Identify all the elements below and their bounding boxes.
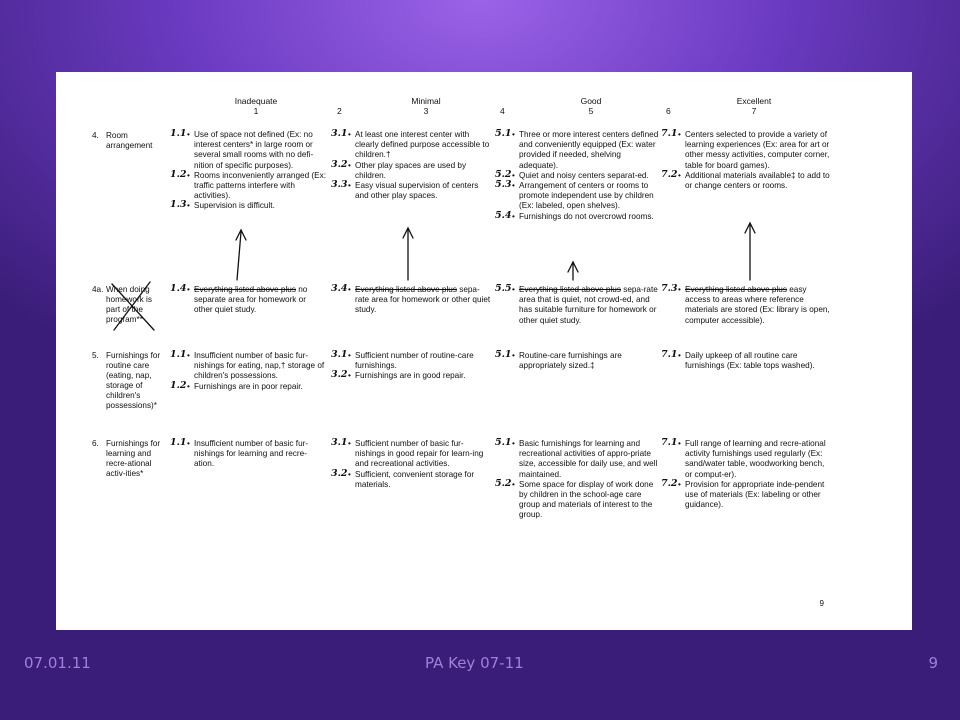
item-4-label: 4. Room arrangement <box>92 131 153 150</box>
r4-good: 5.1 • Three or more interest centers defined and conveniently equipped (Ex: water provided if needed, shelving adequate). 5.2 • Quiet and noisy centers separat-ed. 5.3 • Arrangement of centers or rooms to promote independent use by children (Ex: labeled, open shelves). 5.4 • Furnishings do not overcrowd rooms. <box>495 128 659 221</box>
r5-minimal: 3.1 • Sufficient number of routine-care furnishings. 3.2 • Furnishings are in good repair. <box>331 349 474 381</box>
cross-out-icon <box>112 282 154 330</box>
r6-inadequate: 1.1 • Insufficient number of basic fur-nishings for learning and recre-ation. <box>170 437 309 469</box>
document-page-number: 9 <box>819 599 824 608</box>
header-4: 4 <box>500 106 505 116</box>
r5-inadequate: 1.1 • Insufficient number of basic fur-nishings for eating, nap,† storage of children's possessions. 1.2 • Furnishings are in poor repair. <box>170 349 325 391</box>
footer-date: 07.01.11 <box>24 654 91 672</box>
r6-minimal: 3.1 • Sufficient number of basic fur-nishings in good repair for learn-ing and recreational activities. 3.2 • Sufficient, convenient storage for materials. <box>331 437 484 489</box>
r6-excellent: 7.1 • Full range of learning and recre-ational activity furnishings used regularly (Ex: sand/water table, woodworking bench, or comput-er). 7.2 • Provision for appropriate inde-pendent use of materials (Ex: labeling or other guidance). <box>661 437 826 510</box>
footer-title: PA Key 07-11 <box>425 654 524 672</box>
header-6: 6 <box>666 106 671 116</box>
header-inadequate: Inadequate 1 <box>234 96 278 116</box>
item-6-label: 6. Furnishings for learning and recre-ational activ-ities* <box>92 439 161 478</box>
arrow-up-icon <box>236 230 246 280</box>
handwritten-marks <box>56 72 912 630</box>
r4a-inadequate: 1.4 • Everything listed above plus no separate area for homework or other quiet study. <box>170 283 308 315</box>
header-2: 2 <box>337 106 342 116</box>
r4a-good: 5.5 • Everything listed above plus sepa-rate area that is quiet, not crowd-ed, and has suitable furniture for homework or other quiet study. <box>495 283 658 325</box>
r4a-minimal: 3.4 • Everything listed above plus sepa-rate area for homework or other quiet study. <box>331 283 491 315</box>
scanned-rating-scale-page <box>56 72 912 630</box>
arrow-up-icon <box>568 262 578 280</box>
r4-excellent: 7.1 • Centers selected to provide a variety of learning experiences (Ex: area for art or other messy activities, computer corner, table for board games). 7.2 • Additional materials available‡ to add to or change centers or rooms. <box>661 128 830 191</box>
r4-minimal: 3.1 • At least one interest center with clearly defined purpose accessible to children.† 3.2 • Other play spaces are used by children. 3.3 • Easy visual supervision of centers and other play spaces. <box>331 128 490 201</box>
item-5-label: 5. Furnishings for routine care (eating, nap, storage of children's possessions)* <box>92 351 161 410</box>
r6-good: 5.1 • Basic furnishings for learning and recreational activities of appro-priate size, accessible for daily use, and well maintained. 5.2 • Some space for display of work done by children in the school-age care group and materials of interest to the group. <box>495 437 658 520</box>
r5-excellent: 7.1 • Daily upkeep of all routine care furnishings (Ex: table tops washed). <box>661 349 815 371</box>
r4a-excellent: 7.3 • Everything listed above plus easy access to areas where reference materials are stored (Ex: library is open, computer accessible). <box>661 283 830 325</box>
slide-footer <box>0 654 960 676</box>
header-good: Good 5 <box>580 96 602 116</box>
r4-inadequate: 1.1 • Use of space not defined (Ex: no interest centers* in large room or several small rooms with no defi-nition of specific purposes). 1.2 • Rooms inconveniently arranged (Ex: traffic patterns interfere with activities). 1.3 • Supervision is difficult. <box>170 128 326 211</box>
arrow-up-icon <box>745 223 755 280</box>
header-minimal: Minimal 3 <box>411 96 441 116</box>
header-excellent: Excellent 7 <box>736 96 772 116</box>
item-4a-label: 4a. When doing homework is part of the program** <box>92 285 152 324</box>
arrow-up-icon <box>403 228 413 280</box>
r5-good: 5.1 • Routine-care furnishings are appropriately sized.‡ <box>495 349 622 371</box>
footer-slide-number: 9 <box>928 654 938 672</box>
